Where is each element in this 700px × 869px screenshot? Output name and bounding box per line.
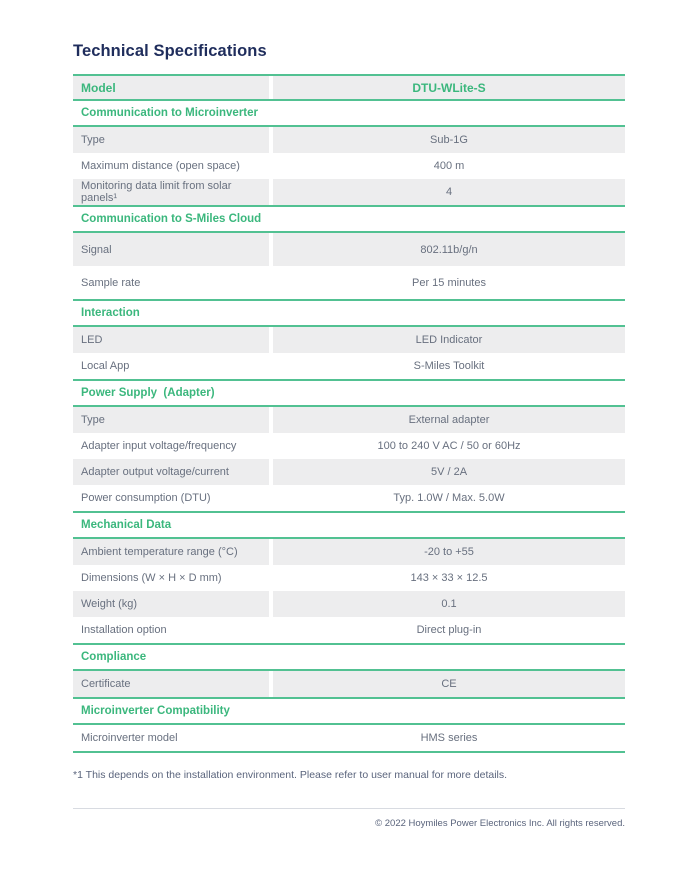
row-label: Monitoring data limit from solar panels¹ bbox=[73, 179, 269, 205]
row-value: Sub-1G bbox=[273, 127, 625, 153]
row-value: Typ. 1.0W / Max. 5.0W bbox=[393, 492, 505, 504]
row-value: 5V / 2A bbox=[273, 459, 625, 485]
row-label: Adapter output voltage/current bbox=[73, 459, 269, 485]
row-value: 100 to 240 V AC / 50 or 60Hz bbox=[377, 440, 521, 452]
row-label: Installation option bbox=[81, 624, 167, 636]
table-row bbox=[73, 617, 625, 643]
row-label: Sample rate bbox=[81, 276, 141, 289]
row-label: Certificate bbox=[73, 671, 269, 697]
footer-divider bbox=[73, 808, 625, 809]
table-row bbox=[73, 591, 625, 617]
row-label: Type bbox=[73, 407, 269, 433]
section-title: Communication to Microinverter bbox=[73, 101, 625, 127]
row-value: 0.1 bbox=[273, 591, 625, 617]
row-label: Dimensions (W × H × D mm) bbox=[81, 572, 222, 584]
page-footer bbox=[73, 808, 625, 829]
page-title: Technical Specifications bbox=[73, 42, 267, 60]
row-value: 400 m bbox=[433, 160, 465, 172]
table-row bbox=[73, 459, 625, 485]
table-row bbox=[73, 153, 625, 179]
spec-section bbox=[73, 699, 625, 753]
row-value: CE bbox=[273, 671, 625, 697]
row-label: Type bbox=[73, 127, 269, 153]
section-title: Microinverter Compatibility bbox=[73, 699, 625, 725]
table-row bbox=[73, 353, 625, 379]
section-title: Communication to S-Miles Cloud bbox=[73, 207, 625, 233]
row-label: Ambient temperature range (°C) bbox=[73, 539, 269, 565]
row-label: Signal bbox=[73, 233, 269, 266]
spec-section bbox=[73, 301, 625, 381]
footnote-text: *1 This depends on the installation environment. Please refer to user manual for more details. bbox=[73, 769, 508, 781]
page-content bbox=[73, 0, 625, 781]
spec-table bbox=[73, 74, 625, 753]
table-row bbox=[73, 725, 625, 751]
spec-section bbox=[73, 381, 625, 513]
copyright-text: © 2022 Hoymiles Power Electronics Inc. All rights reserved. bbox=[375, 818, 625, 829]
table-row bbox=[73, 266, 625, 299]
row-label: Power consumption (DTU) bbox=[81, 492, 211, 504]
spec-section bbox=[73, 207, 625, 301]
section-title: Power Supply (Adapter) bbox=[73, 381, 625, 407]
table-sections bbox=[73, 101, 625, 753]
row-value: -20 to +55 bbox=[273, 539, 625, 565]
spec-section bbox=[73, 645, 625, 699]
table-row bbox=[73, 565, 625, 591]
table-header-model-label: Model bbox=[73, 76, 269, 99]
row-label: Weight (kg) bbox=[73, 591, 269, 617]
table-row bbox=[73, 233, 625, 266]
table-header-row bbox=[73, 74, 625, 101]
table-row bbox=[73, 127, 625, 153]
section-title: Compliance bbox=[73, 645, 625, 671]
row-label: Maximum distance (open space) bbox=[81, 160, 240, 172]
table-row bbox=[73, 671, 625, 697]
row-value: HMS series bbox=[420, 732, 478, 744]
row-label: LED bbox=[73, 327, 269, 353]
section-title: Interaction bbox=[73, 301, 625, 327]
row-value: External adapter bbox=[273, 407, 625, 433]
row-label: Adapter input voltage/frequency bbox=[81, 440, 237, 452]
row-value: 802.11b/g/n bbox=[273, 233, 625, 266]
table-row bbox=[73, 539, 625, 565]
spec-section bbox=[73, 101, 625, 207]
row-label: Local App bbox=[81, 360, 130, 372]
section-title: Mechanical Data bbox=[73, 513, 625, 539]
row-value: LED Indicator bbox=[273, 327, 625, 353]
table-row bbox=[73, 485, 625, 511]
table-row bbox=[73, 179, 625, 205]
spec-section bbox=[73, 513, 625, 645]
row-value: 143 × 33 × 12.5 bbox=[410, 572, 488, 584]
row-value: Direct plug-in bbox=[416, 624, 482, 636]
table-header-model-value: DTU-WLite-S bbox=[273, 76, 625, 99]
row-label: Microinverter model bbox=[81, 732, 178, 744]
table-row bbox=[73, 407, 625, 433]
table-row bbox=[73, 327, 625, 353]
table-row bbox=[73, 433, 625, 459]
row-value: S-Miles Toolkit bbox=[413, 360, 485, 372]
row-value: Per 15 minutes bbox=[412, 276, 486, 289]
row-value: 4 bbox=[273, 179, 625, 205]
